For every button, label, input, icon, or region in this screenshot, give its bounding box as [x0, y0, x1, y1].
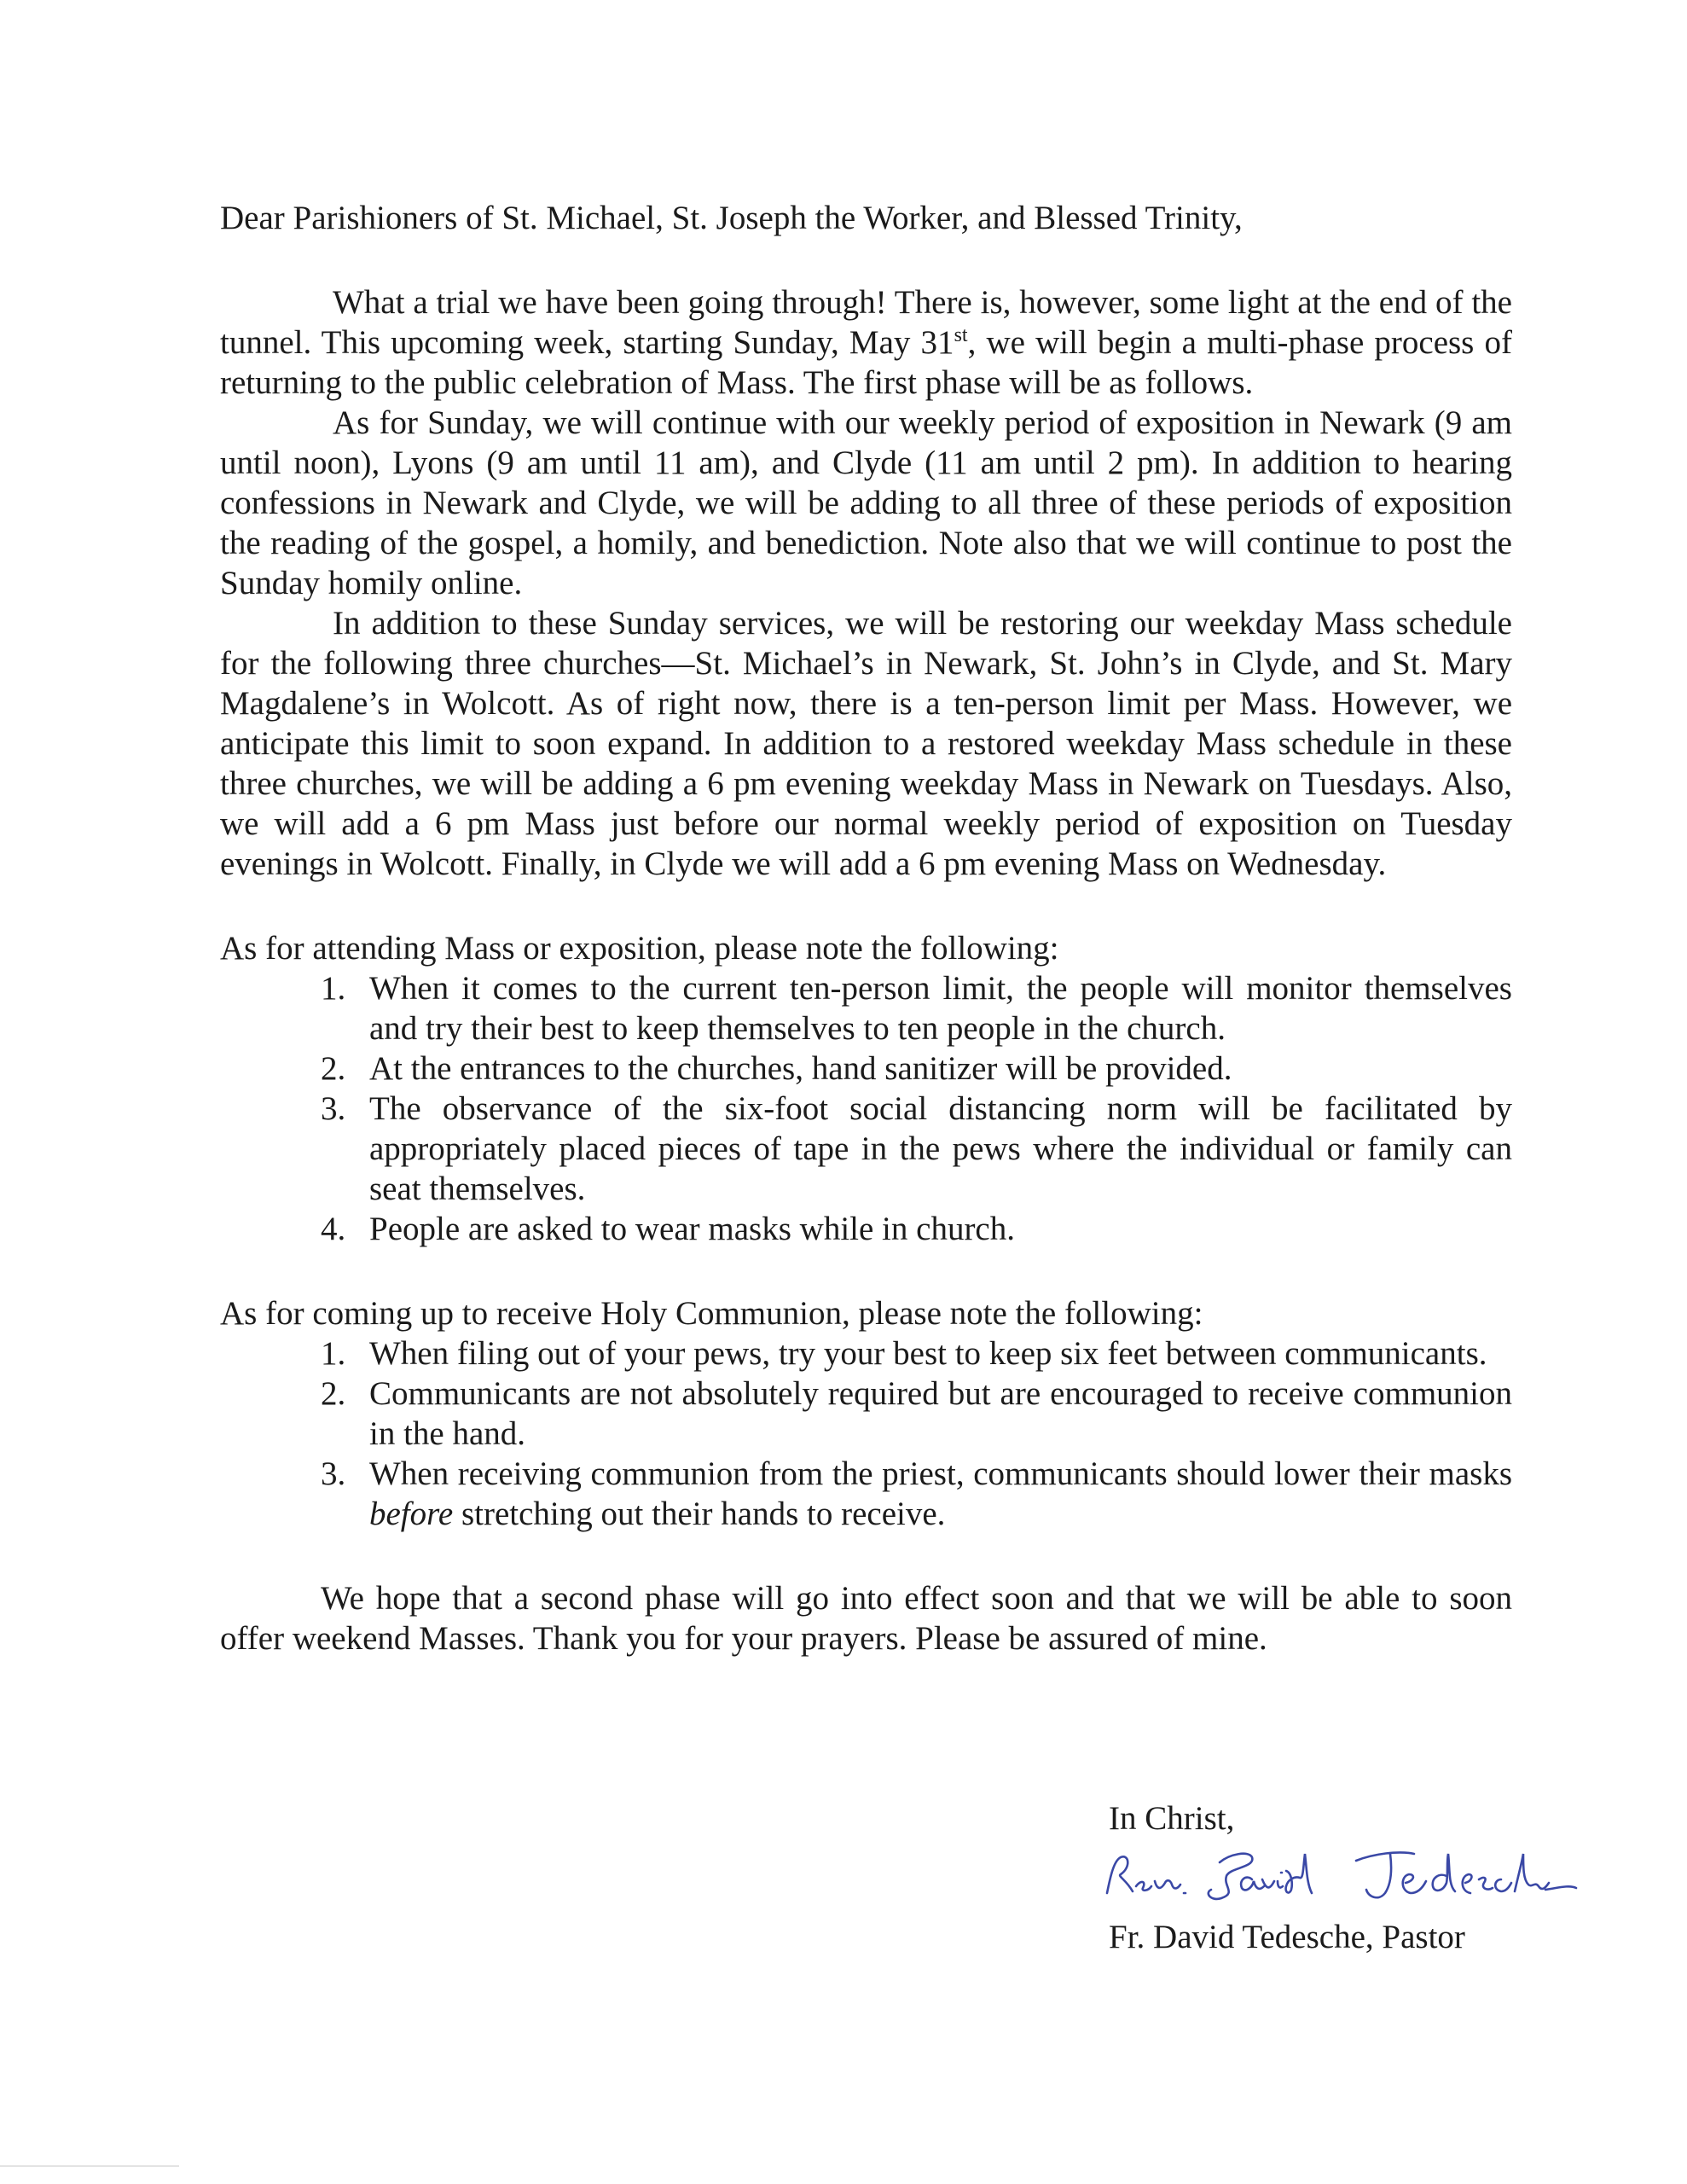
signoff-phrase: In Christ, [1109, 1800, 1235, 1837]
list-item-text-a: When receiving communion from the priest, communicants should lower their masks [369, 1455, 1512, 1492]
list-item [220, 1374, 1512, 1454]
list-number: 3. [321, 1090, 346, 1127]
paragraph-sunday: As for Sunday, we will continue with our weekly period of exposition in Newark (9 am until noon), Lyons (9 am until 11 am), and Clyde (11 am until 2 pm). In addition to hearing confessions in Newark and Clyde, we will be adding to all three of these periods of exposition the reading of the gospel, a homily, and benediction. Note also that we will continue to post the Sunday homily online. [220, 404, 1512, 601]
list-item-text: Communicants are not absolutely required but are encouraged to receive communion in the hand. [369, 1375, 1512, 1452]
emphasis-before: before [369, 1496, 454, 1532]
closing-paragraph: We hope that a second phase will go into effect soon and that we will be able to soon offer weekend Masses. Thank you for your prayers. Please be assured of mine. [220, 1580, 1512, 1657]
paragraph-intro [220, 282, 1512, 403]
communion-intro: As for coming up to receive Holy Communion, please note the following: [220, 1295, 1203, 1332]
attendance-list [220, 968, 1512, 1249]
list-item-text: People are asked to wear masks while in church. [369, 1211, 1015, 1247]
list-number: 1. [321, 1335, 346, 1372]
list-number: 2. [321, 1375, 346, 1412]
date-ordinal-suffix: st [954, 324, 968, 346]
signoff-block [1109, 1798, 1586, 1957]
list-number: 4. [321, 1211, 346, 1247]
list-item-text: When filing out of your pews, try your best to keep six feet between communicants. [369, 1335, 1487, 1372]
signatory-name: Fr. David Tedesche, Pastor [1109, 1919, 1465, 1955]
salutation: Dear Parishioners of St. Michael, St. Joseph the Worker, and Blessed Trinity, [220, 200, 1243, 236]
communion-list [220, 1333, 1512, 1534]
list-number: 2. [321, 1050, 346, 1087]
letter-body [220, 198, 1512, 1658]
list-item-text: The observance of the six-foot social distancing norm will be facilitated by appropriately placed pieces of tape in the pews where the individual or family can seat themselves. [369, 1090, 1512, 1207]
list-item [220, 1333, 1512, 1374]
list-number: 1. [321, 970, 346, 1007]
paragraph-intro-text-a: What a trial we have been going through! There is, however, some light at the end of the tunnel. This upcoming week, starting Sunday, May 31 [220, 284, 1512, 361]
attendance-intro: As for attending Mass or exposition, please note the following: [220, 930, 1059, 967]
list-item-text: When it comes to the current ten-person limit, the people will monitor themselves and try their best to keep themselves to ten people in the church. [369, 970, 1512, 1047]
list-item-text: At the entrances to the churches, hand sanitizer will be provided. [369, 1050, 1232, 1087]
list-item [220, 1048, 1512, 1089]
list-item [220, 1209, 1512, 1249]
paragraph-weekday: In addition to these Sunday services, we will be restoring our weekday Mass schedule for the following three churches—St. Michael’s in Newark, St. John’s in Clyde, and St. Mary Magdalene’s in Wolcott. As of right now, there is a ten-person limit per Mass. However, we anticipate this limit to soon expand. In addition to a restored weekday Mass schedule in these three churches, we will be adding a 6 pm evening weekday Mass in Newark on Tuesdays. Also, we will add a 6 pm Mass just before our normal weekly period of exposition on Tuesday evenings in Wolcott. Finally, in Clyde we will add a 6 pm evening Mass on Wednesday. [220, 605, 1512, 882]
list-item [220, 1454, 1512, 1534]
paragraph-intro-text-b: , we will begin a multi-phase process of returning to the public celebration of Mass. The first phase will be as follows. [220, 324, 1512, 401]
scan-edge-mark [0, 2165, 179, 2167]
handwritten-signature [1102, 1842, 1580, 1910]
list-item [220, 1089, 1512, 1209]
list-item-text-b: stretching out their hands to receive. [453, 1496, 946, 1532]
list-number: 3. [321, 1455, 346, 1492]
list-item [220, 968, 1512, 1048]
